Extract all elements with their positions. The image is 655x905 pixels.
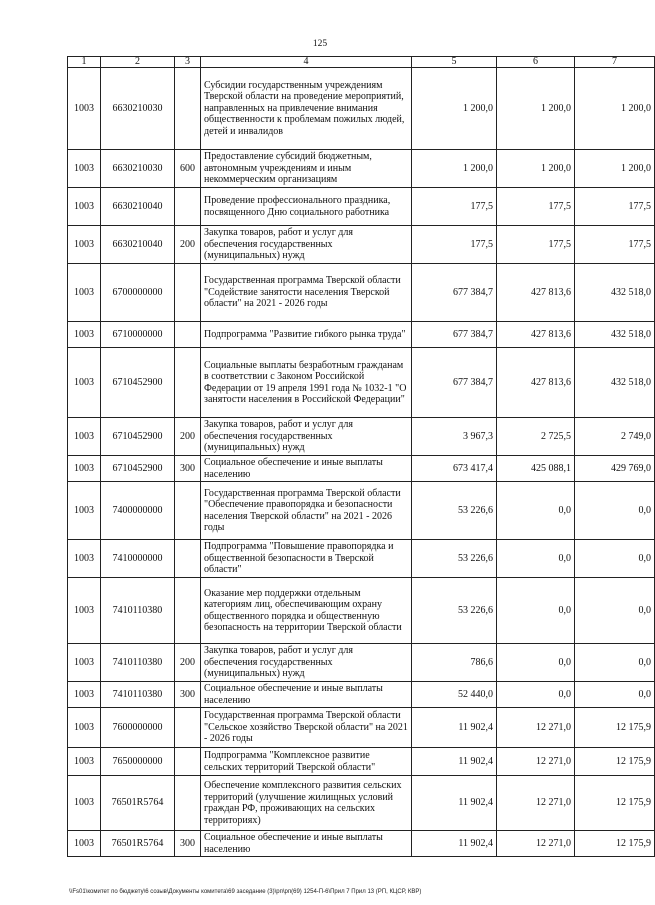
cell-name: Закупка товаров, работ и услуг для обеспечения государственных (муниципальных) нужд: [201, 418, 412, 456]
cell-amount-year-3: 432 518,0: [575, 348, 655, 418]
column-header-expense-type: 3: [175, 57, 201, 68]
cell-name: Закупка товаров, работ и услуг для обеспечения государственных (муниципальных) нужд: [201, 226, 412, 264]
table-row: [68, 578, 655, 644]
cell-amount-year-3: 12 175,9: [575, 748, 655, 776]
cell-expense-type: 300: [175, 682, 201, 708]
cell-section: 1003: [68, 708, 101, 748]
cell-amount-year-3: 432 518,0: [575, 264, 655, 322]
cell-target-code: 7650000000: [101, 748, 175, 776]
cell-amount-year-2: 1 200,0: [497, 68, 575, 150]
table-row: [68, 322, 655, 348]
cell-name: Закупка товаров, работ и услуг для обеспечения государственных (муниципальных) нужд: [201, 644, 412, 682]
cell-expense-type: 200: [175, 418, 201, 456]
cell-expense-type: [175, 264, 201, 322]
cell-amount-year-2: 2 725,5: [497, 418, 575, 456]
column-header-year-1: 5: [412, 57, 497, 68]
cell-amount-year-2: 12 271,0: [497, 831, 575, 857]
cell-target-code: 6710000000: [101, 322, 175, 348]
cell-target-code: 7410110380: [101, 644, 175, 682]
table-row: [68, 456, 655, 482]
cell-expense-type: [175, 748, 201, 776]
cell-name: Социальное обеспечение и иные выплаты населению: [201, 456, 412, 482]
cell-target-code: 6630210030: [101, 68, 175, 150]
cell-amount-year-3: 12 175,9: [575, 831, 655, 857]
column-header-name: 4: [201, 57, 412, 68]
cell-target-code: 7400000000: [101, 482, 175, 540]
table-row: [68, 68, 655, 150]
table-row: [68, 540, 655, 578]
table-row: [68, 418, 655, 456]
table-row: [68, 776, 655, 831]
cell-amount-year-3: 177,5: [575, 226, 655, 264]
cell-amount-year-1: 677 384,7: [412, 264, 497, 322]
cell-amount-year-2: 0,0: [497, 578, 575, 644]
cell-amount-year-3: 0,0: [575, 682, 655, 708]
cell-target-code: 7410110380: [101, 578, 175, 644]
cell-expense-type: [175, 540, 201, 578]
cell-name: Социальное обеспечение и иные выплаты населению: [201, 831, 412, 857]
cell-amount-year-1: 11 902,4: [412, 776, 497, 831]
cell-name: Предоставление субсидий бюджетным, автономным учреждениям и иным некоммерческим организациям: [201, 150, 412, 188]
cell-section: 1003: [68, 644, 101, 682]
cell-amount-year-1: 52 440,0: [412, 682, 497, 708]
cell-section: 1003: [68, 150, 101, 188]
cell-name: Социальные выплаты безработным гражданам в соответствии с Законом Российской Федерации от 19 апреля 1991 года № 1032-1 "О занятости населения в Российской Федерации": [201, 348, 412, 418]
file-path-footer: \\Fs01\комитет по бюджету\6 созыв\Документы комитета\69 заседание (3)\рп\рп(69) 1254-П-6\Прил 7 Прил 13 (РП, КЦСР, КВР): [69, 889, 422, 895]
cell-name: Проведение профессионального праздника, посвященного Дню социального работника: [201, 188, 412, 226]
column-header-year-3: 7: [575, 57, 655, 68]
cell-amount-year-2: 427 813,6: [497, 322, 575, 348]
cell-target-code: 6710452900: [101, 456, 175, 482]
cell-target-code: 6710452900: [101, 418, 175, 456]
cell-amount-year-1: 673 417,4: [412, 456, 497, 482]
cell-amount-year-2: 427 813,6: [497, 264, 575, 322]
table-row: [68, 831, 655, 857]
cell-name: Подпрограмма "Комплексное развитие сельских территорий Тверской области": [201, 748, 412, 776]
cell-amount-year-1: 3 967,3: [412, 418, 497, 456]
cell-amount-year-3: 0,0: [575, 644, 655, 682]
table-row: [68, 150, 655, 188]
cell-amount-year-2: 12 271,0: [497, 708, 575, 748]
cell-section: 1003: [68, 456, 101, 482]
cell-expense-type: 300: [175, 456, 201, 482]
column-header-year-2: 6: [497, 57, 575, 68]
cell-amount-year-3: 12 175,9: [575, 708, 655, 748]
cell-target-code: 6710452900: [101, 348, 175, 418]
cell-name: Обеспечение комплексного развития сельских территорий (улучшение жилищных условий граждан РФ, проживающих на сельских территориях): [201, 776, 412, 831]
cell-expense-type: [175, 776, 201, 831]
cell-amount-year-3: 2 749,0: [575, 418, 655, 456]
cell-amount-year-2: 425 088,1: [497, 456, 575, 482]
cell-amount-year-3: 429 769,0: [575, 456, 655, 482]
cell-amount-year-1: 1 200,0: [412, 68, 497, 150]
cell-amount-year-1: 677 384,7: [412, 322, 497, 348]
cell-target-code: 6630210040: [101, 188, 175, 226]
cell-section: 1003: [68, 264, 101, 322]
cell-name: Государственная программа Тверской области "Сельское хозяйство Тверской области" на 2021 - 2026 годы: [201, 708, 412, 748]
cell-section: 1003: [68, 322, 101, 348]
table-body: [68, 68, 655, 857]
cell-expense-type: [175, 188, 201, 226]
cell-amount-year-3: 432 518,0: [575, 322, 655, 348]
cell-amount-year-1: 11 902,4: [412, 708, 497, 748]
cell-name: Социальное обеспечение и иные выплаты населению: [201, 682, 412, 708]
cell-expense-type: 600: [175, 150, 201, 188]
cell-amount-year-2: 1 200,0: [497, 150, 575, 188]
cell-section: 1003: [68, 682, 101, 708]
cell-section: 1003: [68, 482, 101, 540]
cell-amount-year-3: 1 200,0: [575, 68, 655, 150]
cell-expense-type: [175, 578, 201, 644]
cell-section: 1003: [68, 776, 101, 831]
cell-expense-type: [175, 708, 201, 748]
cell-name: Оказание мер поддержки отдельным категориям лиц, обеспечивающим охрану общественного порядка и общественную безопасность на территории Тверской области: [201, 578, 412, 644]
table-row: [68, 264, 655, 322]
cell-expense-type: [175, 348, 201, 418]
cell-target-code: 7410110380: [101, 682, 175, 708]
table-row: [68, 482, 655, 540]
cell-amount-year-3: 1 200,0: [575, 150, 655, 188]
cell-section: 1003: [68, 831, 101, 857]
cell-expense-type: [175, 482, 201, 540]
cell-amount-year-1: 53 226,6: [412, 482, 497, 540]
cell-amount-year-1: 1 200,0: [412, 150, 497, 188]
cell-name: Субсидии государственным учреждениям Тверской области на проведение мероприятий, направленных на привлечение внимания общественности к проблемам пожилых людей, детей и инвалидов: [201, 68, 412, 150]
cell-expense-type: 300: [175, 831, 201, 857]
cell-amount-year-1: 177,5: [412, 226, 497, 264]
column-header-section: 1: [68, 57, 101, 68]
cell-amount-year-2: 427 813,6: [497, 348, 575, 418]
cell-section: 1003: [68, 418, 101, 456]
cell-amount-year-2: 12 271,0: [497, 748, 575, 776]
cell-amount-year-2: 0,0: [497, 482, 575, 540]
table-row: [68, 748, 655, 776]
table-header-row: [68, 57, 655, 68]
cell-amount-year-3: 177,5: [575, 188, 655, 226]
cell-amount-year-2: 12 271,0: [497, 776, 575, 831]
cell-target-code: 7600000000: [101, 708, 175, 748]
cell-amount-year-1: 677 384,7: [412, 348, 497, 418]
cell-name: Подпрограмма "Повышение правопорядка и общественной безопасности в Тверской области": [201, 540, 412, 578]
cell-amount-year-3: 0,0: [575, 578, 655, 644]
cell-section: 1003: [68, 540, 101, 578]
cell-target-code: 7410000000: [101, 540, 175, 578]
cell-name: Подпрограмма "Развитие гибкого рынка труда": [201, 322, 412, 348]
cell-expense-type: 200: [175, 644, 201, 682]
table-row: [68, 348, 655, 418]
table-row: [68, 708, 655, 748]
page-number: 125: [312, 39, 328, 49]
table-row: [68, 682, 655, 708]
cell-amount-year-2: 0,0: [497, 682, 575, 708]
cell-amount-year-1: 11 902,4: [412, 748, 497, 776]
cell-expense-type: 200: [175, 226, 201, 264]
cell-section: 1003: [68, 578, 101, 644]
cell-amount-year-3: 12 175,9: [575, 776, 655, 831]
cell-amount-year-1: 53 226,6: [412, 578, 497, 644]
cell-target-code: 76501R5764: [101, 776, 175, 831]
cell-amount-year-2: 0,0: [497, 540, 575, 578]
cell-section: 1003: [68, 68, 101, 150]
cell-amount-year-2: 177,5: [497, 188, 575, 226]
cell-amount-year-1: 177,5: [412, 188, 497, 226]
cell-amount-year-2: 0,0: [497, 644, 575, 682]
table-row: [68, 226, 655, 264]
cell-amount-year-1: 11 902,4: [412, 831, 497, 857]
cell-amount-year-3: 0,0: [575, 482, 655, 540]
cell-target-code: 6630210040: [101, 226, 175, 264]
cell-amount-year-3: 0,0: [575, 540, 655, 578]
cell-section: 1003: [68, 188, 101, 226]
cell-target-code: 6700000000: [101, 264, 175, 322]
cell-expense-type: [175, 322, 201, 348]
cell-amount-year-2: 177,5: [497, 226, 575, 264]
cell-section: 1003: [68, 348, 101, 418]
budget-table: [67, 56, 655, 857]
cell-section: 1003: [68, 748, 101, 776]
cell-name: Государственная программа Тверской области "Содействие занятости населения Тверской области" на 2021 - 2026 годы: [201, 264, 412, 322]
cell-section: 1003: [68, 226, 101, 264]
cell-amount-year-1: 53 226,6: [412, 540, 497, 578]
column-header-target-code: 2: [101, 57, 175, 68]
cell-target-code: 76501R5764: [101, 831, 175, 857]
cell-amount-year-1: 786,6: [412, 644, 497, 682]
table-row: [68, 188, 655, 226]
cell-name: Государственная программа Тверской области "Обеспечение правопорядка и безопасности населения Тверской области" на 2021 - 2026 годы: [201, 482, 412, 540]
cell-target-code: 6630210030: [101, 150, 175, 188]
cell-expense-type: [175, 68, 201, 150]
table-row: [68, 644, 655, 682]
